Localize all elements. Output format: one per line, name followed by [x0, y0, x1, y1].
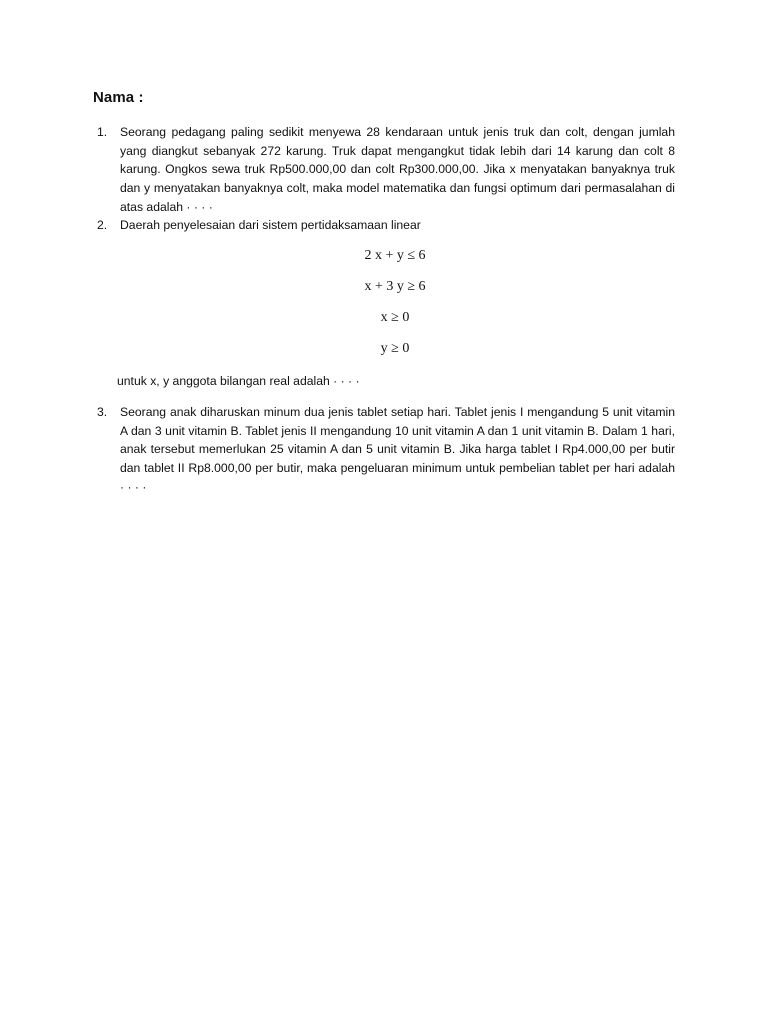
- question-text: Daerah penyelesaian dari sistem pertidaksamaan linear: [120, 218, 421, 232]
- inequality-3: x ≥ 0: [380, 310, 410, 325]
- question-2: [97, 216, 675, 235]
- inequality-2: x + 3 y ≥ 6: [364, 279, 426, 294]
- question-number: 3.: [97, 405, 108, 419]
- question-3: [97, 403, 675, 497]
- question-2-tail: untuk x, y anggota bilangan real adalah · · · ·: [117, 374, 360, 388]
- name-label: Nama :: [93, 89, 144, 106]
- question-text: Seorang anak diharuskan minum dua jenis tablet setiap hari. Tablet jenis I mengandung 5 unit vitamin A dan 3 unit vitamin B. Tablet jenis II mengandung 10 unit vitamin A dan 1 unit vitamin B. Dalam 1 hari, anak tersebut memerlukan 25 vitamin A dan 5 unit vitamin B. Jika harga tablet I Rp4.000,00 per butir dan tablet II Rp8.000,00 per butir, maka pengeluaran minimum untuk pembelian tablet per hari adalah · · · ·: [120, 405, 675, 494]
- question-number: 2.: [97, 218, 108, 232]
- inequality-4: y ≥ 0: [380, 341, 410, 356]
- inequality-1: 2 x + y ≤ 6: [364, 248, 426, 263]
- question-number: 1.: [97, 125, 108, 139]
- question-1: [97, 123, 675, 217]
- question-text: Seorang pedagang paling sedikit menyewa 28 kendaraan untuk jenis truk dan colt, dengan jumlah yang diangkut sebanyak 272 karung. Truk dapat mengangkut tidak lebih dari 14 karung dan colt 8 karung. Ongkos sewa truk Rp500.000,00 dan colt Rp300.000,00. Jika x menyatakan banyaknya truk dan y menyatakan banyaknya colt, maka model matematika dan fungsi optimum dari permasalahan di atas adalah · · · ·: [120, 125, 675, 214]
